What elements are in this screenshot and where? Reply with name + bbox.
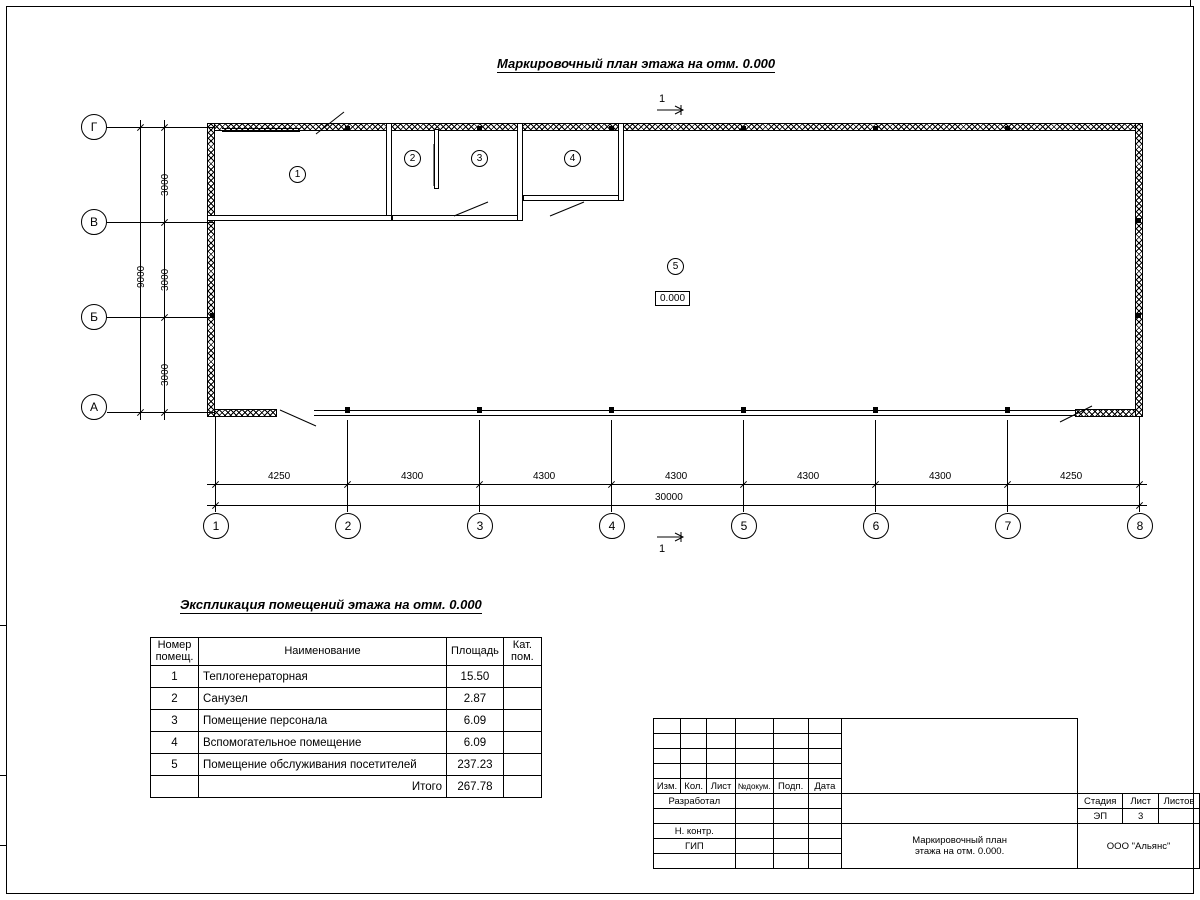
table-row	[151, 710, 542, 732]
header-area: Площадь	[447, 638, 504, 666]
axis-marker-7: 7	[995, 513, 1021, 539]
stamp-header-sheet: Лист	[1123, 794, 1159, 809]
row-category	[503, 732, 541, 754]
stamp-header-stage: Стадия	[1078, 794, 1123, 809]
window-mark-top-3	[609, 126, 614, 131]
glazing-line-inner	[314, 415, 1076, 416]
stamp-cell	[707, 719, 735, 734]
row-area: 6.09	[447, 710, 504, 732]
partition-room1-bottom	[207, 215, 392, 221]
stamp-cell	[735, 824, 773, 839]
stamp-cell	[654, 764, 681, 779]
window-mark-top-6	[1005, 126, 1010, 131]
room-marker-2: 2	[404, 150, 421, 167]
stamp-cell	[773, 854, 808, 869]
axis-marker-b: Б	[81, 304, 107, 330]
table-row	[151, 754, 542, 776]
door-swing-room3	[452, 198, 502, 220]
axis-line-5	[743, 420, 744, 512]
stamp-cell	[808, 749, 841, 764]
row-number: 5	[151, 754, 199, 776]
level-mark-box: 0.000	[655, 291, 690, 306]
stamp-upper-blank	[842, 719, 1078, 794]
axis-marker-a: А	[81, 394, 107, 420]
axis-marker-8: 8	[1127, 513, 1153, 539]
dim-h-7: 4250	[1060, 471, 1083, 482]
door-leaf-room1-top-b	[222, 131, 300, 132]
row-area: 6.09	[447, 732, 504, 754]
stamp-cell	[735, 764, 773, 779]
glazing-mullion-4	[741, 407, 746, 413]
stamp-cell	[735, 749, 773, 764]
table-row	[151, 688, 542, 710]
axis-marker-v: В	[81, 209, 107, 235]
partition-room1-right	[386, 123, 392, 221]
row-number: 4	[151, 732, 199, 754]
total-label: Итого	[199, 776, 447, 798]
wall-exterior-right	[1135, 123, 1143, 417]
stamp-cell	[773, 764, 808, 779]
row-category	[503, 666, 541, 688]
stamp-sheet-title	[842, 824, 1078, 869]
frame-tick-left-2	[0, 775, 6, 776]
dim-h-4: 4300	[665, 471, 688, 482]
stamp-role-extra	[654, 854, 736, 869]
stamp-cell	[735, 734, 773, 749]
explication-title: Экспликация помещений этажа на отм. 0.000	[180, 597, 482, 612]
axis-line-3	[479, 420, 480, 512]
header-name: Наименование	[199, 638, 447, 666]
row-area: 2.87	[447, 688, 504, 710]
axis-marker-2: 2	[335, 513, 361, 539]
stamp-cell	[735, 854, 773, 869]
wall-exterior-left	[207, 123, 215, 417]
room-marker-3: 3	[471, 150, 488, 167]
frame-tick-left-3	[0, 845, 6, 846]
stamp-role-ncontr: Н. контр.	[654, 824, 736, 839]
axis-line-7	[1007, 420, 1008, 512]
frame-tick-top-right	[1190, 0, 1191, 6]
table-total-row	[151, 776, 542, 798]
row-number: 2	[151, 688, 199, 710]
section-label-bottom: 1	[659, 543, 666, 555]
header-category: Кат. пом.	[503, 638, 541, 666]
stamp-cell	[707, 749, 735, 764]
room-marker-4: 4	[564, 150, 581, 167]
stamp-header-podp: Подп.	[773, 779, 808, 794]
stamp-header-sheets: Листов	[1159, 794, 1200, 809]
table-row	[151, 732, 542, 754]
dim-h-5: 4300	[797, 471, 820, 482]
stamp-cell	[808, 824, 841, 839]
stamp-cell	[735, 839, 773, 854]
partition-room3-right	[517, 123, 523, 221]
total-category	[503, 776, 541, 798]
door-leaf-room1-top	[222, 128, 300, 129]
stamp-cell	[735, 809, 773, 824]
window-mark-right-1	[1136, 218, 1141, 223]
stamp-sheet-title-line2: этажа на отм. 0.000.	[914, 846, 1005, 857]
door-swing-bottom-left	[278, 408, 328, 430]
stamp-cell	[773, 719, 808, 734]
axis-marker-4: 4	[599, 513, 625, 539]
stamp-cell	[773, 749, 808, 764]
dim-v-3000-2: 3000	[160, 268, 171, 291]
axis-marker-6: 6	[863, 513, 889, 539]
row-category	[503, 710, 541, 732]
stamp-cell	[680, 719, 706, 734]
stamp-sheet-title-line1: Маркировочный план	[912, 835, 1008, 846]
row-name: Вспомогательное помещение	[199, 732, 447, 754]
glazing-mullion-1	[345, 407, 350, 413]
stamp-sheet-title-blank	[842, 794, 1078, 824]
dim-h-6: 4300	[929, 471, 952, 482]
dim-chain-h-outer	[207, 505, 1147, 506]
room-marker-5: 5	[667, 258, 684, 275]
stamp-header-izm: Изм.	[654, 779, 681, 794]
glazing-line-outer	[314, 410, 1076, 411]
stamp-cell	[654, 719, 681, 734]
total-empty	[151, 776, 199, 798]
row-category	[503, 754, 541, 776]
stamp-cell	[808, 764, 841, 779]
table-header-row	[151, 638, 542, 666]
row-area: 237.23	[447, 754, 504, 776]
window-mark-right-2	[1136, 313, 1141, 318]
row-number: 3	[151, 710, 199, 732]
stamp-header-list: Лист	[707, 779, 735, 794]
stamp-header-kol: Кол.	[680, 779, 706, 794]
stamp-sheet-value: 3	[1123, 809, 1159, 824]
row-name: Санузел	[199, 688, 447, 710]
glazing-mullion-5	[873, 407, 878, 413]
dim-v-total-9000: 9000	[136, 265, 147, 288]
row-name: Теплогенераторная	[199, 666, 447, 688]
stamp-header-ndok: №докум.	[735, 779, 773, 794]
stamp-cell	[773, 794, 808, 809]
stamp-cell	[654, 749, 681, 764]
axis-line-2	[347, 420, 348, 512]
axis-marker-g: Г	[81, 114, 107, 140]
plan-title: Маркировочный план этажа на отм. 0.000	[497, 56, 776, 71]
stamp-cell	[808, 794, 841, 809]
stamp-cell	[808, 809, 841, 824]
glazing-mullion-6	[1005, 407, 1010, 413]
dim-v-3000-1: 3000	[160, 173, 171, 196]
dim-h-total-30000: 30000	[655, 492, 683, 503]
stamp-cell	[808, 854, 841, 869]
section-label-top: 1	[659, 93, 666, 105]
stamp-cell	[773, 734, 808, 749]
stamp-cell	[808, 734, 841, 749]
table-row	[151, 666, 542, 688]
row-number: 1	[151, 666, 199, 688]
stamp-stage-value: ЭП	[1078, 809, 1123, 824]
stamp-organization: ООО "Альянс"	[1078, 824, 1200, 869]
stamp-role-row	[654, 824, 1200, 839]
partition-room4-right	[618, 123, 624, 201]
door-swing-room4	[548, 198, 598, 220]
total-area: 267.78	[447, 776, 504, 798]
frame-tick-left-1	[0, 625, 6, 626]
axis-marker-3: 3	[467, 513, 493, 539]
stamp-cell	[735, 794, 773, 809]
stamp-cell	[735, 719, 773, 734]
stamp-sheets-value	[1159, 809, 1200, 824]
dim-h-3: 4300	[533, 471, 556, 482]
window-mark-top-4	[741, 126, 746, 131]
stamp-role-blank	[654, 809, 736, 824]
stamp-cell	[773, 839, 808, 854]
stamp-role-row	[654, 794, 1200, 809]
section-arrow-top	[655, 104, 689, 120]
door-swing-entrance	[300, 110, 360, 136]
explication-table	[150, 637, 542, 798]
axis-line-8	[1139, 417, 1140, 512]
stamp-role-developer: Разработал	[654, 794, 736, 809]
window-mark-top-5	[873, 126, 878, 131]
stamp-header-data: Дата	[808, 779, 841, 794]
door-swing-bottom-right	[1058, 404, 1108, 426]
axis-line-6	[875, 420, 876, 512]
axis-marker-1: 1	[203, 513, 229, 539]
row-area: 15.50	[447, 666, 504, 688]
title-block	[653, 718, 1200, 869]
stamp-cell	[707, 764, 735, 779]
stamp-blank-row	[654, 719, 1200, 734]
room-marker-1: 1	[289, 166, 306, 183]
stamp-cell	[680, 749, 706, 764]
stamp-cell	[654, 734, 681, 749]
wall-exterior-bottom-left	[207, 409, 277, 417]
glazing-mullion-3	[609, 407, 614, 413]
door-swing-room2	[418, 140, 442, 192]
dim-v-3000-3: 3000	[160, 363, 171, 386]
stamp-cell	[773, 809, 808, 824]
dim-h-2: 4300	[401, 471, 424, 482]
header-number: Номер помещ.	[151, 638, 199, 666]
stamp-cell	[680, 764, 706, 779]
glazing-mullion-2	[477, 407, 482, 413]
axis-marker-5: 5	[731, 513, 757, 539]
axis-line-1	[215, 417, 216, 512]
stamp-cell	[808, 719, 841, 734]
dim-h-1: 4250	[268, 471, 291, 482]
stamp-cell	[773, 824, 808, 839]
row-name: Помещение обслуживания посетителей	[199, 754, 447, 776]
stamp-cell	[808, 839, 841, 854]
row-category	[503, 688, 541, 710]
axis-line-4	[611, 420, 612, 512]
stamp-cell	[680, 734, 706, 749]
row-name: Помещение персонала	[199, 710, 447, 732]
window-mark-top-2	[477, 126, 482, 131]
stamp-role-gip: ГИП	[654, 839, 736, 854]
stamp-cell	[707, 734, 735, 749]
